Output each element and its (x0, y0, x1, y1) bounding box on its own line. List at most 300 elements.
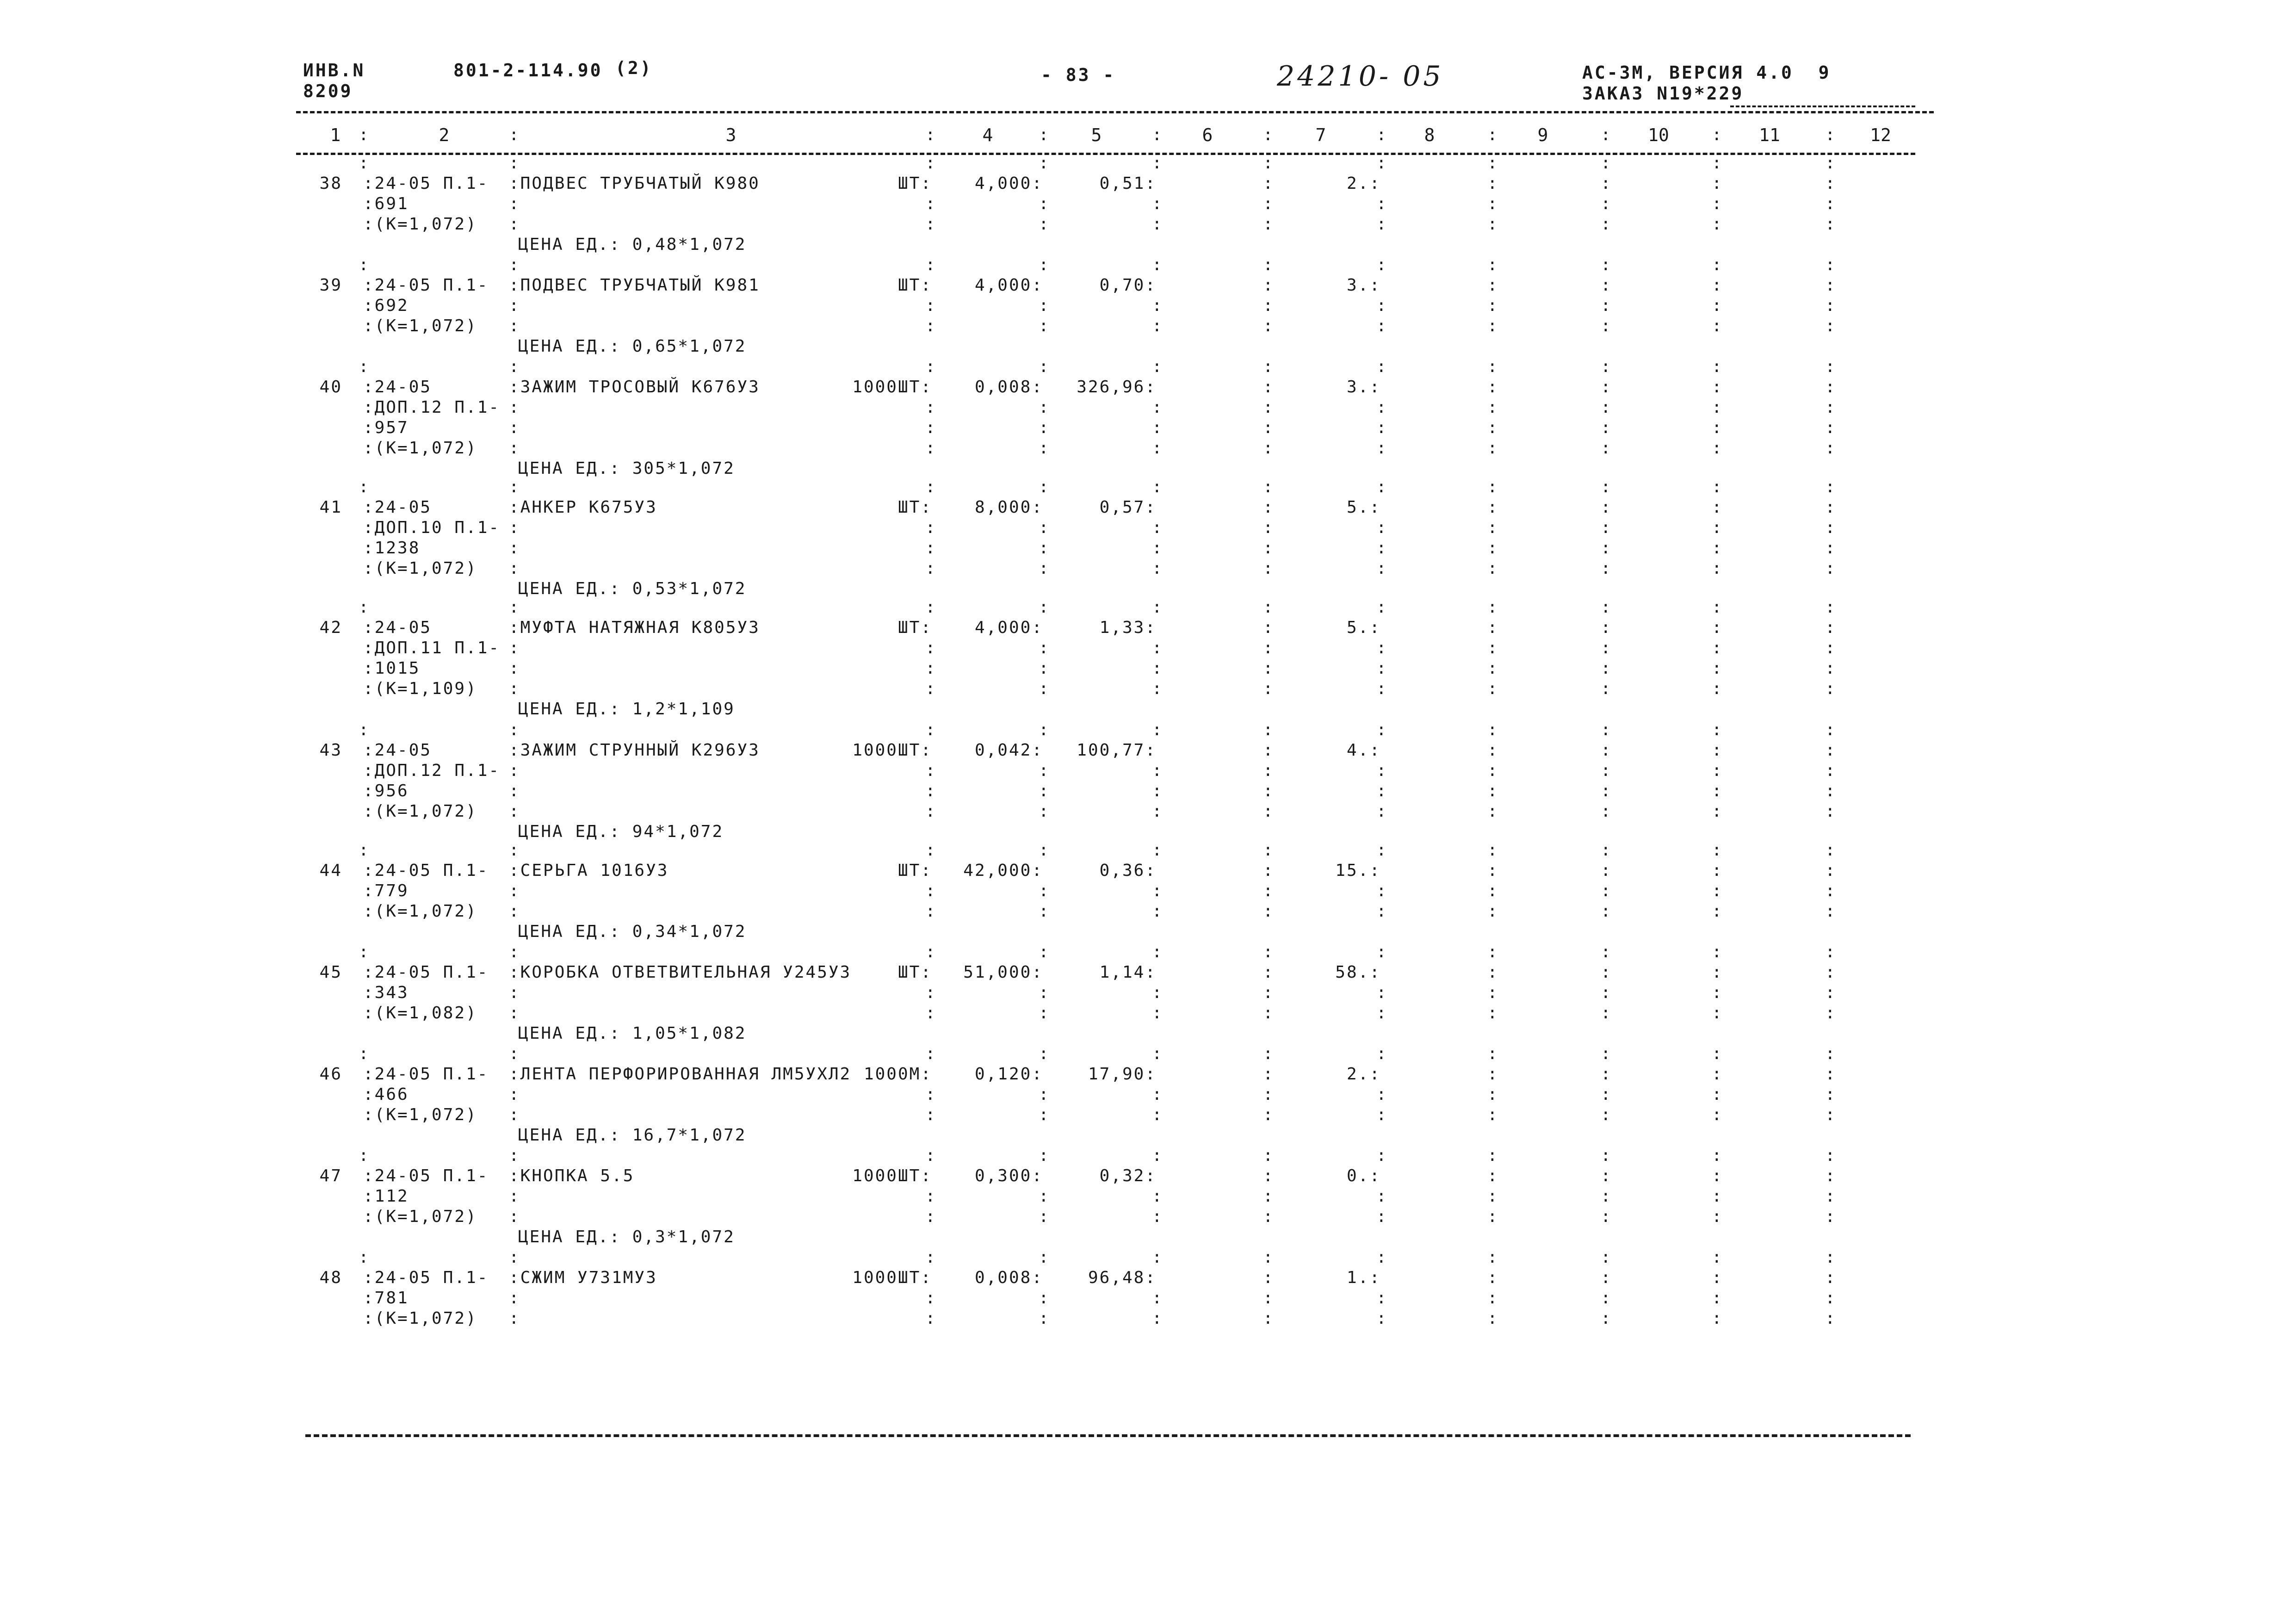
row-price-note: ЦЕНА ЕД.: 0,65*1,072 (518, 337, 747, 356)
row-code-line: :24-05 П.1- (363, 1065, 489, 1084)
column-separator: : (1601, 518, 1612, 537)
column-separator: : (1487, 761, 1499, 780)
column-separator: : (1487, 942, 1499, 961)
column-separator: : (1263, 398, 1275, 417)
column-separator: : (1376, 215, 1388, 234)
row-code-line: :(К=1,082) (363, 1004, 477, 1023)
column-separator: : (509, 1248, 520, 1267)
column-separator: : (1825, 215, 1837, 234)
column-separator: : (1601, 439, 1612, 458)
column-separator: : (1825, 1248, 1837, 1267)
row-col7-value: 2.: (1346, 174, 1381, 193)
column-separator: : (509, 1044, 520, 1063)
column-separator: : (1712, 963, 1723, 982)
column-separator: : (1487, 963, 1499, 982)
column-separator: : (359, 598, 370, 617)
column-separator: : (1712, 618, 1723, 637)
column-separator: : (1487, 902, 1499, 921)
column-separator: : (1825, 802, 1837, 821)
column-separator: : (1825, 761, 1837, 780)
column-separator: : (1376, 781, 1388, 800)
row-col7-value: 5.: (1346, 618, 1381, 637)
column-separator: : (925, 983, 937, 1002)
column-separator: : (1712, 1268, 1723, 1287)
column-separator: : (925, 781, 937, 800)
row-quantity: 0,008: (974, 378, 1043, 397)
row-item-name: :ПОДВЕС ТРУБЧАТЫЙ К981 (509, 276, 760, 295)
row-unit: 1000ШТ: (852, 1268, 932, 1287)
row-code-line: :692 (363, 296, 409, 315)
column-separator: : (509, 802, 520, 821)
column-separator: : (1601, 1309, 1612, 1328)
column-separator: : (1712, 638, 1723, 657)
column-separator: : (509, 316, 520, 335)
column-separator: : (1601, 174, 1612, 193)
project-suffix: (2) (615, 58, 653, 78)
column-separator: : (509, 679, 520, 698)
column-separator: : (925, 841, 937, 860)
column-number-12: 12 (1870, 125, 1891, 145)
column-separator: : (1712, 679, 1723, 698)
column-separator: : (1601, 276, 1612, 295)
row-price-note: ЦЕНА ЕД.: 0,48*1,072 (518, 235, 747, 254)
column-separator: : (1712, 1044, 1723, 1063)
column-separator: : (1487, 518, 1499, 537)
column-separator: : (1601, 1044, 1612, 1063)
column-separator: : (1825, 398, 1837, 417)
column-separator: : (1152, 638, 1163, 657)
column-separator: : (1152, 357, 1163, 376)
row-unit-price: 96,48: (1088, 1268, 1157, 1287)
column-separator: : (1376, 802, 1388, 821)
column-separator: : (1263, 125, 1275, 144)
column-separator: : (509, 255, 520, 274)
column-separator: : (925, 1289, 937, 1308)
column-separator: : (1487, 1207, 1499, 1226)
row-number: 46 (319, 1065, 342, 1084)
row-item-name: :КНОПКА 5.5 (509, 1166, 635, 1185)
row-item-name: :АНКЕР К675У3 (509, 498, 657, 517)
column-separator: : (1263, 1309, 1275, 1328)
row-quantity: 0,120: (974, 1065, 1043, 1084)
row-number: 39 (319, 276, 342, 295)
row-col7-value: 5.: (1346, 498, 1381, 517)
column-separator: : (1376, 638, 1388, 657)
column-separator: : (1152, 1044, 1163, 1063)
column-separator: : (359, 1248, 370, 1267)
column-separator: : (1487, 357, 1499, 376)
row-unit-price: 0,57: (1099, 498, 1157, 517)
column-separator: : (925, 1187, 937, 1206)
column-separator: : (1039, 598, 1050, 617)
column-separator: : (1825, 154, 1837, 173)
column-separator: : (1601, 194, 1612, 213)
column-separator: : (1601, 559, 1612, 578)
column-separator: : (1039, 720, 1050, 739)
row-unit: 1000М: (863, 1065, 932, 1084)
column-separator: : (1825, 1187, 1837, 1206)
column-separator: : (1263, 638, 1275, 657)
column-separator: : (1152, 1085, 1163, 1104)
row-code-line: :(К=1,072) (363, 802, 477, 821)
row-unit-price: 0,51: (1099, 174, 1157, 193)
row-code-line: :957 (363, 418, 409, 437)
column-separator: : (1152, 902, 1163, 921)
row-code-line: :24-05 (363, 378, 432, 397)
column-separator: : (1039, 902, 1050, 921)
column-separator: : (1039, 802, 1050, 821)
column-separator: : (1825, 125, 1837, 144)
row-unit: ШТ: (897, 498, 932, 517)
column-separator: : (1825, 841, 1837, 860)
column-separator: : (1376, 1105, 1388, 1124)
column-separator: : (1263, 983, 1275, 1002)
column-separator: : (509, 902, 520, 921)
column-separator: : (1825, 781, 1837, 800)
column-separator: : (925, 194, 937, 213)
column-separator: : (1376, 194, 1388, 213)
column-separator: : (1487, 861, 1499, 880)
column-separator: : (1263, 942, 1275, 961)
column-separator: : (1712, 539, 1723, 558)
column-separator: : (1825, 439, 1837, 458)
column-separator: : (1825, 194, 1837, 213)
row-price-note: ЦЕНА ЕД.: 0,53*1,072 (518, 579, 747, 598)
row-number: 44 (319, 861, 342, 880)
column-separator: : (1152, 1207, 1163, 1226)
column-separator: : (1487, 154, 1499, 173)
row-code-line: :ДОП.10 П.1- (363, 518, 501, 537)
column-separator: : (1712, 902, 1723, 921)
row-col7-value: 1.: (1346, 1268, 1381, 1287)
column-separator: : (1263, 1289, 1275, 1308)
row-item-name: :СЕРЬГА 1016У3 (509, 861, 669, 880)
column-separator: : (1601, 296, 1612, 315)
column-separator: : (1152, 1105, 1163, 1124)
column-separator: : (1825, 276, 1837, 295)
column-separator: : (1712, 1166, 1723, 1185)
column-separator: : (1712, 1146, 1723, 1165)
column-separator: : (1152, 679, 1163, 698)
column-separator: : (359, 720, 370, 739)
row-unit-price: 1,14: (1099, 963, 1157, 982)
row-unit: 1000ШТ: (852, 741, 932, 760)
column-separator: : (1152, 255, 1163, 274)
column-separator: : (1376, 518, 1388, 537)
column-separator: : (1263, 881, 1275, 900)
row-code-line: :691 (363, 194, 409, 213)
row-code-line: :112 (363, 1187, 409, 1206)
row-number: 38 (319, 174, 342, 193)
row-col7-value: 3.: (1346, 276, 1381, 295)
row-code-line: :24-05 П.1- (363, 174, 489, 193)
column-separator: : (1601, 539, 1612, 558)
column-separator: : (1712, 174, 1723, 193)
column-separator: : (925, 881, 937, 900)
column-separator: : (509, 518, 520, 537)
column-number-2: 2 (439, 125, 450, 145)
column-separator: : (1039, 679, 1050, 698)
row-item-name: :ЗАЖИМ ТРОСОВЫЙ К676У3 (509, 378, 760, 397)
column-separator: : (509, 418, 520, 437)
column-separator: : (509, 215, 520, 234)
column-separator: : (1825, 983, 1837, 1002)
column-separator: : (1825, 477, 1837, 496)
column-separator: : (509, 598, 520, 617)
column-separator: : (509, 125, 520, 144)
column-separator: : (1712, 378, 1723, 397)
column-separator: : (1039, 1309, 1050, 1328)
column-separator: : (1039, 559, 1050, 578)
column-separator: : (1825, 378, 1837, 397)
column-separator: : (1263, 720, 1275, 739)
column-separator: : (1039, 1187, 1050, 1206)
column-separator: : (925, 902, 937, 921)
page-number: - 83 - (1041, 65, 1116, 85)
column-separator: : (1039, 255, 1050, 274)
row-item-name: :ЛЕНТА ПЕРФОРИРОВАННАЯ ЛМ5УХЛ2 (509, 1065, 852, 1084)
row-unit-price: 326,96: (1077, 378, 1157, 397)
column-separator: : (1039, 418, 1050, 437)
row-quantity: 8,000: (974, 498, 1043, 517)
column-separator: : (1039, 881, 1050, 900)
column-separator: : (1825, 539, 1837, 558)
row-number: 40 (319, 378, 342, 397)
bottom-rule (305, 1434, 1911, 1437)
column-separator: : (925, 1004, 937, 1023)
column-separator: : (1263, 1166, 1275, 1185)
column-separator: : (1039, 1146, 1050, 1165)
row-quantity: 0,008: (974, 1268, 1043, 1287)
column-separator: : (1601, 1166, 1612, 1185)
column-separator: : (1376, 1085, 1388, 1104)
column-separator: : (1039, 154, 1050, 173)
column-separator: : (1712, 357, 1723, 376)
column-separator: : (509, 983, 520, 1002)
column-separator: : (1825, 679, 1837, 698)
column-separator: : (925, 255, 937, 274)
column-separator: : (1601, 477, 1612, 496)
column-separator: : (1601, 1146, 1612, 1165)
column-number-5: 5 (1091, 125, 1102, 145)
row-price-note: ЦЕНА ЕД.: 0,3*1,072 (518, 1227, 735, 1246)
row-item-name: :СЖИМ У731МУ3 (509, 1268, 657, 1287)
column-separator: : (1825, 1268, 1837, 1287)
row-price-note: ЦЕНА ЕД.: 0,34*1,072 (518, 922, 747, 941)
column-separator: : (1039, 841, 1050, 860)
column-separator: : (1263, 659, 1275, 678)
column-separator: : (1376, 418, 1388, 437)
column-separator: : (1263, 679, 1275, 698)
row-code-line: :ДОП.12 П.1- (363, 761, 501, 780)
column-separator: : (1825, 861, 1837, 880)
row-code-line: :24-05 П.1- (363, 276, 489, 295)
column-separator: : (1376, 539, 1388, 558)
column-separator: : (1601, 598, 1612, 617)
column-separator: : (1376, 1004, 1388, 1023)
column-separator: : (509, 398, 520, 417)
row-code-line: :956 (363, 781, 409, 800)
column-separator: : (1712, 276, 1723, 295)
row-quantity: 0,300: (974, 1166, 1043, 1185)
column-number-10: 10 (1648, 125, 1669, 145)
column-separator: : (1712, 1248, 1723, 1267)
column-separator: : (1601, 1268, 1612, 1287)
column-separator: : (1601, 802, 1612, 821)
column-separator: : (925, 357, 937, 376)
column-separator: : (1712, 720, 1723, 739)
row-unit: ШТ: (897, 174, 932, 193)
row-col7-value: 2.: (1346, 1065, 1381, 1084)
row-code-line: :(К=1,072) (363, 559, 477, 578)
column-separator: : (1487, 638, 1499, 657)
column-separator: : (925, 398, 937, 417)
row-code-line: :ДОП.11 П.1- (363, 638, 501, 657)
column-separator: : (359, 1146, 370, 1165)
column-separator: : (1376, 902, 1388, 921)
column-separator: : (1487, 1085, 1499, 1104)
column-separator: : (1376, 477, 1388, 496)
row-unit-price: 17,90: (1088, 1065, 1157, 1084)
column-separator: : (1601, 1248, 1612, 1267)
column-separator: : (509, 357, 520, 376)
column-separator: : (1152, 983, 1163, 1002)
column-separator: : (1487, 316, 1499, 335)
row-code-line: :1238 (363, 539, 421, 558)
row-unit: ШТ: (897, 618, 932, 637)
column-separator: : (1825, 1309, 1837, 1328)
row-quantity: 42,000: (963, 861, 1043, 880)
row-unit: ШТ: (897, 963, 932, 982)
column-separator: : (1263, 255, 1275, 274)
column-separator: : (1039, 1085, 1050, 1104)
column-separator: : (1487, 215, 1499, 234)
row-code-line: :ДОП.12 П.1- (363, 398, 501, 417)
column-separator: : (1487, 802, 1499, 821)
column-separator: : (1039, 1207, 1050, 1226)
column-separator: : (1601, 154, 1612, 173)
column-separator: : (1376, 439, 1388, 458)
row-col7-value: 0.: (1346, 1166, 1381, 1185)
column-separator: : (1601, 861, 1612, 880)
row-number: 42 (319, 618, 342, 637)
column-separator: : (1039, 659, 1050, 678)
column-number-9: 9 (1537, 125, 1548, 145)
column-separator: : (1263, 1248, 1275, 1267)
column-separator: : (1825, 638, 1837, 657)
column-separator: : (1487, 720, 1499, 739)
row-code-line: :779 (363, 881, 409, 900)
row-code-line: :24-05 (363, 741, 432, 760)
column-separator: : (1376, 761, 1388, 780)
column-separator: : (1263, 1207, 1275, 1226)
inventory-number: 8209 (303, 81, 353, 101)
column-separator: : (1263, 802, 1275, 821)
column-separator: : (1263, 1187, 1275, 1206)
column-separator: : (925, 802, 937, 821)
column-separator: : (1712, 942, 1723, 961)
column-separator: : (1152, 539, 1163, 558)
column-separator: : (509, 942, 520, 961)
column-separator: : (1601, 215, 1612, 234)
row-number: 43 (319, 741, 342, 760)
column-separator: : (1712, 439, 1723, 458)
column-separator: : (1263, 194, 1275, 213)
column-separator: : (1376, 1248, 1388, 1267)
column-separator: : (1376, 1044, 1388, 1063)
column-separator: : (1263, 1268, 1275, 1287)
column-separator: : (1601, 638, 1612, 657)
column-separator: : (1039, 194, 1050, 213)
column-separator: : (1487, 194, 1499, 213)
column-separator: : (509, 1187, 520, 1206)
column-separator: : (1263, 518, 1275, 537)
column-separator: : (1039, 439, 1050, 458)
row-code-line: :(К=1,072) (363, 1105, 477, 1124)
column-separator: : (1263, 498, 1275, 517)
column-separator: : (1152, 761, 1163, 780)
column-separator: : (1152, 598, 1163, 617)
column-separator: : (1601, 720, 1612, 739)
column-separator: : (1487, 125, 1499, 144)
column-separator: : (1263, 598, 1275, 617)
column-separator: : (509, 1105, 520, 1124)
column-separator: : (1601, 125, 1612, 144)
column-separator: : (925, 418, 937, 437)
column-separator: : (1039, 1004, 1050, 1023)
column-separator: : (1152, 781, 1163, 800)
column-separator: : (1152, 802, 1163, 821)
row-item-name: :ПОДВЕС ТРУБЧАТЫЙ К980 (509, 174, 760, 193)
column-separator: : (1376, 296, 1388, 315)
column-separator: : (509, 194, 520, 213)
column-separator: : (1263, 439, 1275, 458)
column-separator: : (1263, 357, 1275, 376)
column-separator: : (1039, 477, 1050, 496)
row-code-line: :(К=1,072) (363, 1309, 477, 1328)
row-number: 41 (319, 498, 342, 517)
column-separator: : (1376, 255, 1388, 274)
column-separator: : (1376, 942, 1388, 961)
header-top-rule (296, 111, 1934, 113)
column-separator: : (1601, 1065, 1612, 1084)
column-separator: : (1601, 255, 1612, 274)
column-separator: : (1712, 559, 1723, 578)
column-separator: : (509, 881, 520, 900)
column-separator: : (1601, 316, 1612, 335)
column-separator: : (925, 477, 937, 496)
row-code-line: :24-05 П.1- (363, 963, 489, 982)
project-code: 801-2-114.90 (453, 60, 603, 81)
column-separator: : (1152, 154, 1163, 173)
column-separator: : (1487, 398, 1499, 417)
column-separator: : (1376, 598, 1388, 617)
column-separator: : (1487, 378, 1499, 397)
column-separator: : (1825, 1289, 1837, 1308)
column-separator: : (1601, 1105, 1612, 1124)
column-separator: : (1712, 1065, 1723, 1084)
column-separator: : (1152, 215, 1163, 234)
column-separator: : (1376, 720, 1388, 739)
row-code-line: :(К=1,072) (363, 439, 477, 458)
column-separator: : (1487, 174, 1499, 193)
column-separator: : (1152, 1309, 1163, 1328)
column-separator: : (1263, 781, 1275, 800)
column-separator: : (359, 942, 370, 961)
column-separator: : (1825, 559, 1837, 578)
column-separator: : (1825, 316, 1837, 335)
column-separator: : (1712, 841, 1723, 860)
